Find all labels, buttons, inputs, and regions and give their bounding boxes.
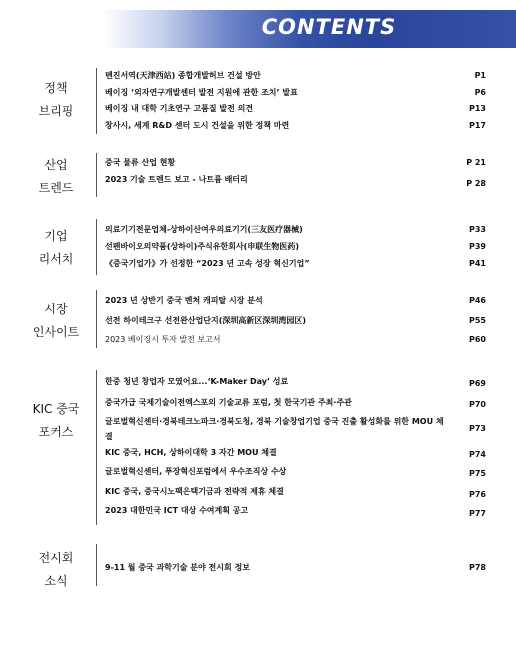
section-divider xyxy=(96,370,97,525)
toc-item[interactable]: 톈진서역(天津西站) 종합개발허브 건설 방안 xyxy=(105,71,261,80)
category-line: 시장 xyxy=(44,302,68,316)
toc-item[interactable]: 2023 베이징시 투자 발전 보고서 xyxy=(105,335,221,344)
category-line: 기업 xyxy=(44,229,68,243)
toc-page[interactable]: P 28 xyxy=(466,179,486,188)
toc-page[interactable]: P55 xyxy=(469,316,486,325)
toc-page[interactable]: P70 xyxy=(469,400,486,409)
toc-page[interactable]: P39 xyxy=(469,242,486,251)
toc-page[interactable]: P78 xyxy=(469,563,486,572)
toc-page[interactable]: P77 xyxy=(469,509,486,518)
toc-item[interactable]: 2023 기술 트렌드 보고 - 나트륨 배터리 xyxy=(105,175,248,184)
toc-page[interactable]: P60 xyxy=(469,335,486,344)
category-line: 정책 xyxy=(44,81,68,95)
title-banner xyxy=(102,10,516,48)
category-line: 전시회 xyxy=(38,551,74,565)
toc-item[interactable]: 《중국기업가》가 선정한 “2023 년 고속 성장 혁신기업” xyxy=(105,259,310,268)
category-line: 소식 xyxy=(44,574,68,588)
toc-page[interactable]: P73 xyxy=(469,424,486,433)
toc-item[interactable]: 베이징 내 대학 기초연구 고품질 발전 의견 xyxy=(105,104,254,113)
category-line: KIC 중국 xyxy=(32,402,80,416)
toc-item[interactable]: KIC 중국, HCH, 상하이대학 3 자간 MOU 체결 xyxy=(105,448,277,457)
toc-item[interactable]: 글로벌혁신센터, 푸장혁신포럼에서 우수조직상 수상 xyxy=(105,467,287,476)
section-divider xyxy=(96,68,97,134)
toc-item[interactable]: 베이징 ‘외자연구개발센터 발전 지원에 관한 조치’ 발표 xyxy=(105,88,298,97)
toc-page[interactable]: P1 xyxy=(474,71,486,80)
toc-page[interactable]: P41 xyxy=(469,259,486,268)
section-category xyxy=(18,398,94,444)
toc-item[interactable]: 2023 년 상반기 중국 벤처 캐피탈 시장 분석 xyxy=(105,296,263,305)
toc-page[interactable]: P 21 xyxy=(466,158,486,167)
section-category xyxy=(18,154,94,200)
toc-page[interactable]: P69 xyxy=(469,379,486,388)
toc-item[interactable]: 선펜바이오의약품(상하이)주식유한회사(申联生物医药) xyxy=(105,242,299,251)
category-line: 산업 xyxy=(44,158,68,172)
category-line: 브리핑 xyxy=(38,104,74,118)
toc-page[interactable]: P33 xyxy=(469,225,486,234)
page-title: CONTENTS xyxy=(261,15,397,39)
category-line: 트렌드 xyxy=(38,181,74,195)
toc-item[interactable]: 글로벌혁신센터·경북테크노파크·경북도청, 경북 기술창업기업 중국 진출 활성화를 위한 MOU 체결 xyxy=(105,417,444,441)
category-line: 인사이트 xyxy=(32,325,80,339)
section-category xyxy=(18,77,94,123)
toc-item[interactable]: 선전 하이테크구 선전완산업단지(深圳高新区深圳湾园区) xyxy=(105,316,307,325)
section-divider xyxy=(96,544,97,586)
toc-page[interactable]: P46 xyxy=(469,296,486,305)
toc-page[interactable]: P17 xyxy=(469,121,486,130)
toc-page[interactable]: P76 xyxy=(469,490,486,499)
section-divider xyxy=(96,153,97,197)
category-line: 포커스 xyxy=(38,425,74,439)
toc-page[interactable]: P75 xyxy=(469,469,486,478)
toc-page[interactable]: P6 xyxy=(474,88,486,97)
toc-page[interactable]: P74 xyxy=(469,450,486,459)
toc-item[interactable]: 의료기기전문업체-상하이산여우의료기기(三友医疗器械) xyxy=(105,225,303,234)
toc-page[interactable]: P13 xyxy=(469,104,486,113)
section-category xyxy=(18,298,94,344)
section-divider xyxy=(96,219,97,275)
toc-item[interactable]: 한중 청년 창업자 모였어요...‘K-Maker Day’ 성료 xyxy=(105,377,289,386)
section-category xyxy=(18,225,94,271)
toc-item[interactable]: 창사시, 세계 R&D 센터 도시 건설을 위한 정책 마련 xyxy=(105,121,290,130)
toc-item[interactable]: 중국 물류 산업 현황 xyxy=(105,158,176,167)
toc-item[interactable]: 2023 대한민국 ICT 대상 수여계획 공고 xyxy=(105,506,249,515)
category-line: 리서치 xyxy=(38,252,74,266)
section-category xyxy=(18,547,94,593)
toc-item[interactable]: KIC 중국, 중국시노팩은택기금과 전략적 제휴 체결 xyxy=(105,487,284,496)
toc-item[interactable]: 9-11 월 중국 과학기술 분야 전시회 정보 xyxy=(105,563,250,572)
toc-item[interactable]: 중국가급 국제기술이전엑스포의 기술교류 포럼, 첫 한국기관 주최·주관 xyxy=(105,398,352,407)
section-divider xyxy=(96,290,97,348)
